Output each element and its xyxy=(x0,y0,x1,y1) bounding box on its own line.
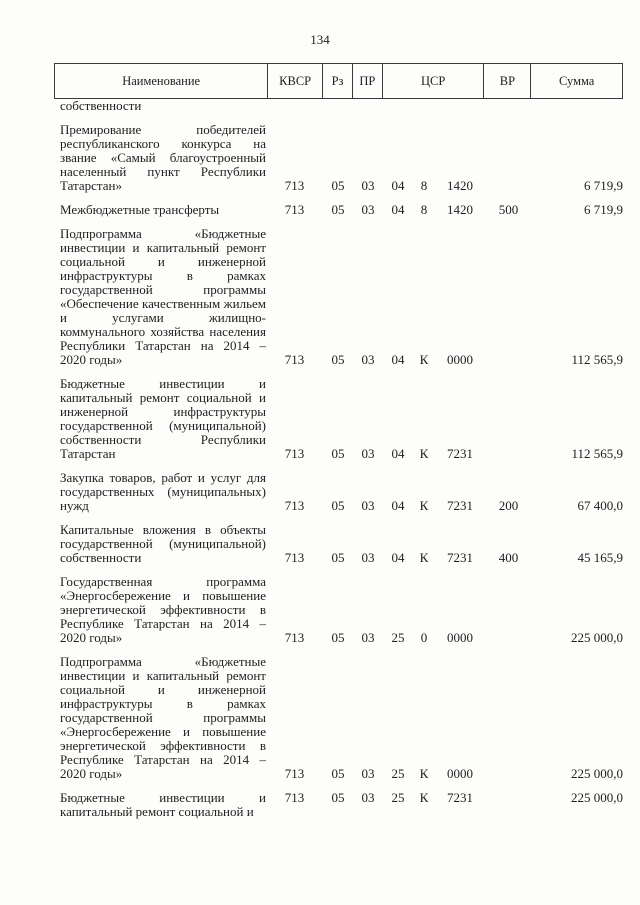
header-vr: ВР xyxy=(484,64,531,98)
row-rz: 05 xyxy=(331,630,345,645)
row-csr-program: 04 xyxy=(391,498,405,513)
row-vr: 200 xyxy=(498,498,519,513)
row-kvsr: 713 xyxy=(284,446,305,461)
row-rz: 05 xyxy=(331,498,345,513)
row-csr-subprogram: К xyxy=(419,446,429,461)
row-name: Межбюджетные трансферты xyxy=(60,202,220,217)
row-sum: 112 565,9 xyxy=(571,446,623,461)
row-pr: 03 xyxy=(361,766,375,781)
table-row xyxy=(54,575,623,645)
row-name: Закупка товаров, работ и услуг для государственных (муниципальных) нужд xyxy=(60,470,266,513)
row-rz: 05 xyxy=(331,790,345,805)
header-rz: Рз xyxy=(323,64,353,98)
header-name: Наименование xyxy=(55,64,268,98)
table-body xyxy=(54,99,623,819)
row-rz: 05 xyxy=(331,202,345,217)
row-sum: 45 165,9 xyxy=(577,550,623,565)
row-pr: 03 xyxy=(361,630,375,645)
row-csr-direction: 0000 xyxy=(447,630,473,645)
page-number: 134 xyxy=(310,32,330,47)
header-sum: Сумма xyxy=(558,73,595,88)
table-row xyxy=(54,471,623,513)
row-name: Бюджетные инвестиции и капитальный ремонт социальной и инженерной инфраструктуры государственной (муниципальной) собственности Республики Татарстан xyxy=(60,376,266,461)
row-vr: 500 xyxy=(498,202,519,217)
row-csr-subprogram: 0 xyxy=(420,630,428,645)
header-csr: ЦСР xyxy=(383,64,485,98)
row-csr-direction: 1420 xyxy=(447,202,473,217)
row-sum: 67 400,0 xyxy=(577,498,623,513)
row-name: Бюджетные инвестиции и капитальный ремонт социальной и xyxy=(60,790,266,819)
table-row xyxy=(54,791,623,819)
row-sum: 225 000,0 xyxy=(571,630,623,645)
table-row xyxy=(54,523,623,565)
row-kvsr: 713 xyxy=(284,498,305,513)
row-csr-subprogram: К xyxy=(419,550,429,565)
row-name: Премирование победителей республиканского конкурса на звание «Самый благоустроенный населенный пункт Республики Татарстан» xyxy=(60,122,266,193)
row-kvsr: 713 xyxy=(284,790,305,805)
row-csr-direction: 0000 xyxy=(447,352,473,367)
row-kvsr: 713 xyxy=(284,202,305,217)
row-kvsr: 713 xyxy=(284,550,305,565)
row-pr: 03 xyxy=(361,790,375,805)
row-pr: 03 xyxy=(361,498,375,513)
row-pr: 03 xyxy=(361,202,375,217)
row-csr-direction: 7231 xyxy=(447,550,473,565)
row-csr-direction: 7231 xyxy=(447,446,473,461)
row-csr-program: 25 xyxy=(391,630,405,645)
row-csr-program: 25 xyxy=(391,790,405,805)
row-sum: 112 565,9 xyxy=(571,352,623,367)
row-csr-program: 25 xyxy=(391,766,405,781)
row-csr-program: 04 xyxy=(391,352,405,367)
row-name: Капитальные вложения в объекты государственной (муниципальной) собственности xyxy=(60,522,266,565)
row-csr-direction: 1420 xyxy=(447,178,473,193)
row-rz: 05 xyxy=(331,446,345,461)
row-name: Подпрограмма «Бюджетные инвестиции и капитальный ремонт социальной и инженерной инфраструктуры в рамках государственной программы «Обеспечение качественным жильем и услугами жилищно-коммунального хозяйства населения Республики Татарстан на 2014 – 2020 годы» xyxy=(60,226,266,367)
row-csr-subprogram: К xyxy=(419,790,429,805)
table-row xyxy=(54,655,623,781)
row-pr: 03 xyxy=(361,550,375,565)
row-csr-program: 04 xyxy=(391,202,405,217)
row-csr-direction: 7231 xyxy=(447,790,473,805)
row-csr-subprogram: К xyxy=(419,352,429,367)
row-csr-subprogram: К xyxy=(419,766,429,781)
budget-table xyxy=(54,63,623,819)
row-pr: 03 xyxy=(361,446,375,461)
row-rz: 05 xyxy=(331,178,345,193)
row-csr-subprogram: К xyxy=(419,498,429,513)
row-name: Государственная программа «Энергосбережение и повышение энергетической эффективности в Республике Татарстан на 2014 – 2020 годы» xyxy=(60,574,266,645)
table-row xyxy=(54,227,623,367)
row-rz: 05 xyxy=(331,352,345,367)
header-pr: ПР xyxy=(353,64,383,98)
row-rz: 05 xyxy=(331,766,345,781)
row-rz: 05 xyxy=(331,550,345,565)
row-name: собственности xyxy=(60,98,142,113)
row-csr-program: 04 xyxy=(391,178,405,193)
row-csr-program: 04 xyxy=(391,446,405,461)
table-row xyxy=(54,123,623,193)
header-kvsr: КВСР xyxy=(268,64,323,98)
row-kvsr: 713 xyxy=(284,352,305,367)
row-sum: 225 000,0 xyxy=(571,766,623,781)
row-kvsr: 713 xyxy=(284,766,305,781)
row-csr-direction: 7231 xyxy=(447,498,473,513)
row-csr-program: 04 xyxy=(391,550,405,565)
row-sum: 6 719,9 xyxy=(584,178,623,193)
table-header xyxy=(54,63,623,99)
row-kvsr: 713 xyxy=(284,178,305,193)
table-row xyxy=(54,377,623,461)
row-kvsr: 713 xyxy=(284,630,305,645)
row-sum: 6 719,9 xyxy=(584,202,623,217)
row-name: Подпрограмма «Бюджетные инвестиции и капитальный ремонт социальной и инженерной инфраструктуры в рамках государственной программы «Энергосбережение и повышение энергетической эффективности в Республике Татарстан на 2014 – 2020 годы» xyxy=(60,654,266,781)
row-csr-subprogram: 8 xyxy=(420,202,428,217)
table-row xyxy=(54,203,623,217)
row-pr: 03 xyxy=(361,352,375,367)
row-sum: 225 000,0 xyxy=(571,790,623,805)
row-csr-direction: 0000 xyxy=(447,766,473,781)
row-vr: 400 xyxy=(498,550,519,565)
table-row xyxy=(54,99,623,113)
row-csr-subprogram: 8 xyxy=(420,178,428,193)
row-pr: 03 xyxy=(361,178,375,193)
